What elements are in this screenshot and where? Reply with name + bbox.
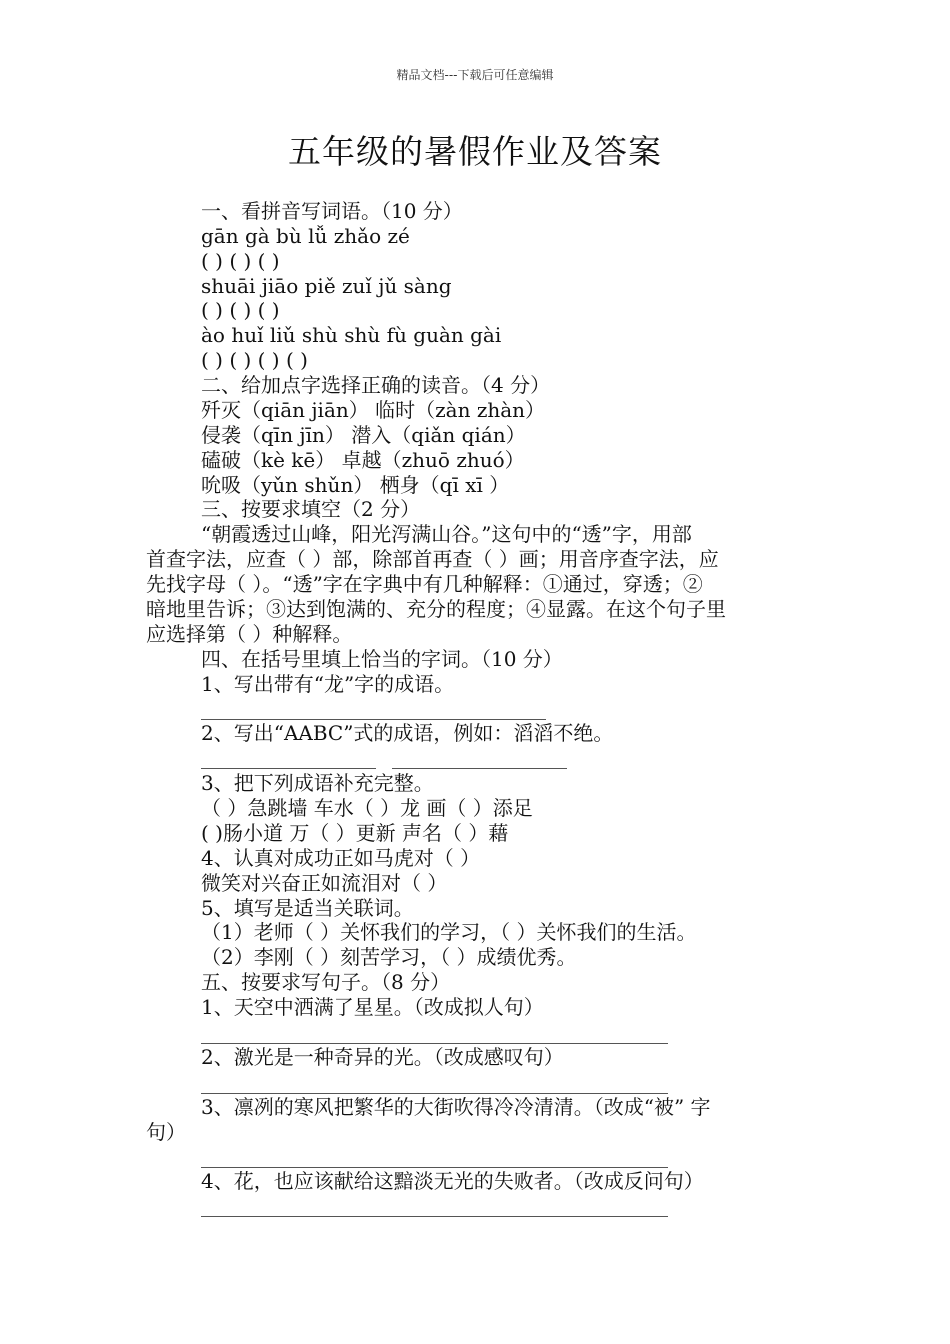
paragraph-line: 先找字母（ ）。“透”字在字典中有几种解释：①通过，穿透；② <box>146 572 703 596</box>
question-line: 1、写出带有“龙”字的成语。 <box>201 672 455 696</box>
pinyin-line: gān gà bù lǚ zhǎo zé <box>201 224 410 248</box>
paragraph-line: 应选择第（ ）种解释。 <box>146 622 353 646</box>
blank-line: ( ) ( ) ( ) <box>201 249 280 273</box>
blank-line: ( ) ( ) ( ) <box>201 298 280 322</box>
answer-line <box>201 719 546 720</box>
section-heading: 五、按要求写句子。（8 分） <box>201 970 451 994</box>
answer-line <box>201 1093 668 1094</box>
section-heading: 四、在括号里填上恰当的字词。（10 分） <box>201 647 563 671</box>
idiom-line: （ ）急跳墙 车水（ ）龙 画（ ）添足 <box>201 796 533 820</box>
idiom-line: ( )肠小道 万（ ）更新 声名（ ）藉 <box>201 821 509 845</box>
reading-item: 歼灭（qiān jiān） 临时（zàn zhàn） <box>201 398 546 422</box>
paragraph-line: 首查字法，应查（ ）部，除部首再查（ ）画；用音序查字法，应 <box>146 547 719 571</box>
question-line: 微笑对兴奋正如流泪对（ ） <box>201 871 448 895</box>
question-line: 2、激光是一种奇异的光。（改成感叹句） <box>201 1045 564 1069</box>
question-line: 3、把下列成语补充完整。 <box>201 771 434 795</box>
question-line: 4、认真对成功正如马虎对（ ） <box>201 846 481 870</box>
answer-line <box>201 1216 668 1217</box>
question-line: （2）李刚（ ）刻苦学习，（ ）成绩优秀。 <box>201 945 577 969</box>
paragraph-line: “朝霞透过山峰，阳光泻满山谷。”这句中的“透”字，用部 <box>201 522 692 546</box>
section-heading: 一、看拼音写词语。（10 分） <box>201 199 463 223</box>
page-title: 五年级的暑假作业及答案 <box>288 132 662 171</box>
question-line: 1、天空中洒满了星星。（改成拟人句） <box>201 995 544 1019</box>
section-heading: 二、给加点字选择正确的读音。（4 分） <box>201 373 551 397</box>
blank-line: ( ) ( ) ( ) ( ) <box>201 348 308 372</box>
answer-line <box>392 768 567 769</box>
question-line: 5、填写是适当关联词。 <box>201 896 414 920</box>
pinyin-line: shuāi jiāo piě zuǐ jǔ sàng <box>201 274 452 298</box>
pinyin-line: ào huǐ liǔ shù shù fù guàn gài <box>201 323 502 347</box>
answer-line <box>201 768 376 769</box>
answer-line <box>201 1043 668 1044</box>
paragraph-line: 暗地里告诉；③达到饱满的、充分的程度；④显露。在这个句子里 <box>146 597 726 621</box>
section-heading: 三、按要求填空（2 分） <box>201 497 421 521</box>
answer-line <box>201 1167 668 1168</box>
reading-item: 侵袭（qīn jīn） 潜入（qiǎn qián） <box>201 423 526 447</box>
question-line: 3、凛冽的寒风把繁华的大街吹得冷冷清清。（改成“被” 字 <box>201 1095 711 1119</box>
page-header: 精品文档---下载后可任意编辑 <box>396 68 554 82</box>
question-line: （1）老师（ ）关怀我们的学习，（ ）关怀我们的生活。 <box>201 920 697 944</box>
reading-item: 磕破（kè kē） 卓越（zhuō zhuó） <box>201 448 525 472</box>
question-line: 句） <box>146 1120 186 1144</box>
reading-item: 吮吸（yǔn shǔn） 栖身（qī xī ） <box>201 473 510 497</box>
question-line: 2、写出“AABC”式的成语，例如：滔滔不绝。 <box>201 721 614 745</box>
question-line: 4、花，也应该献给这黯淡无光的失败者。（改成反问句） <box>201 1169 704 1193</box>
